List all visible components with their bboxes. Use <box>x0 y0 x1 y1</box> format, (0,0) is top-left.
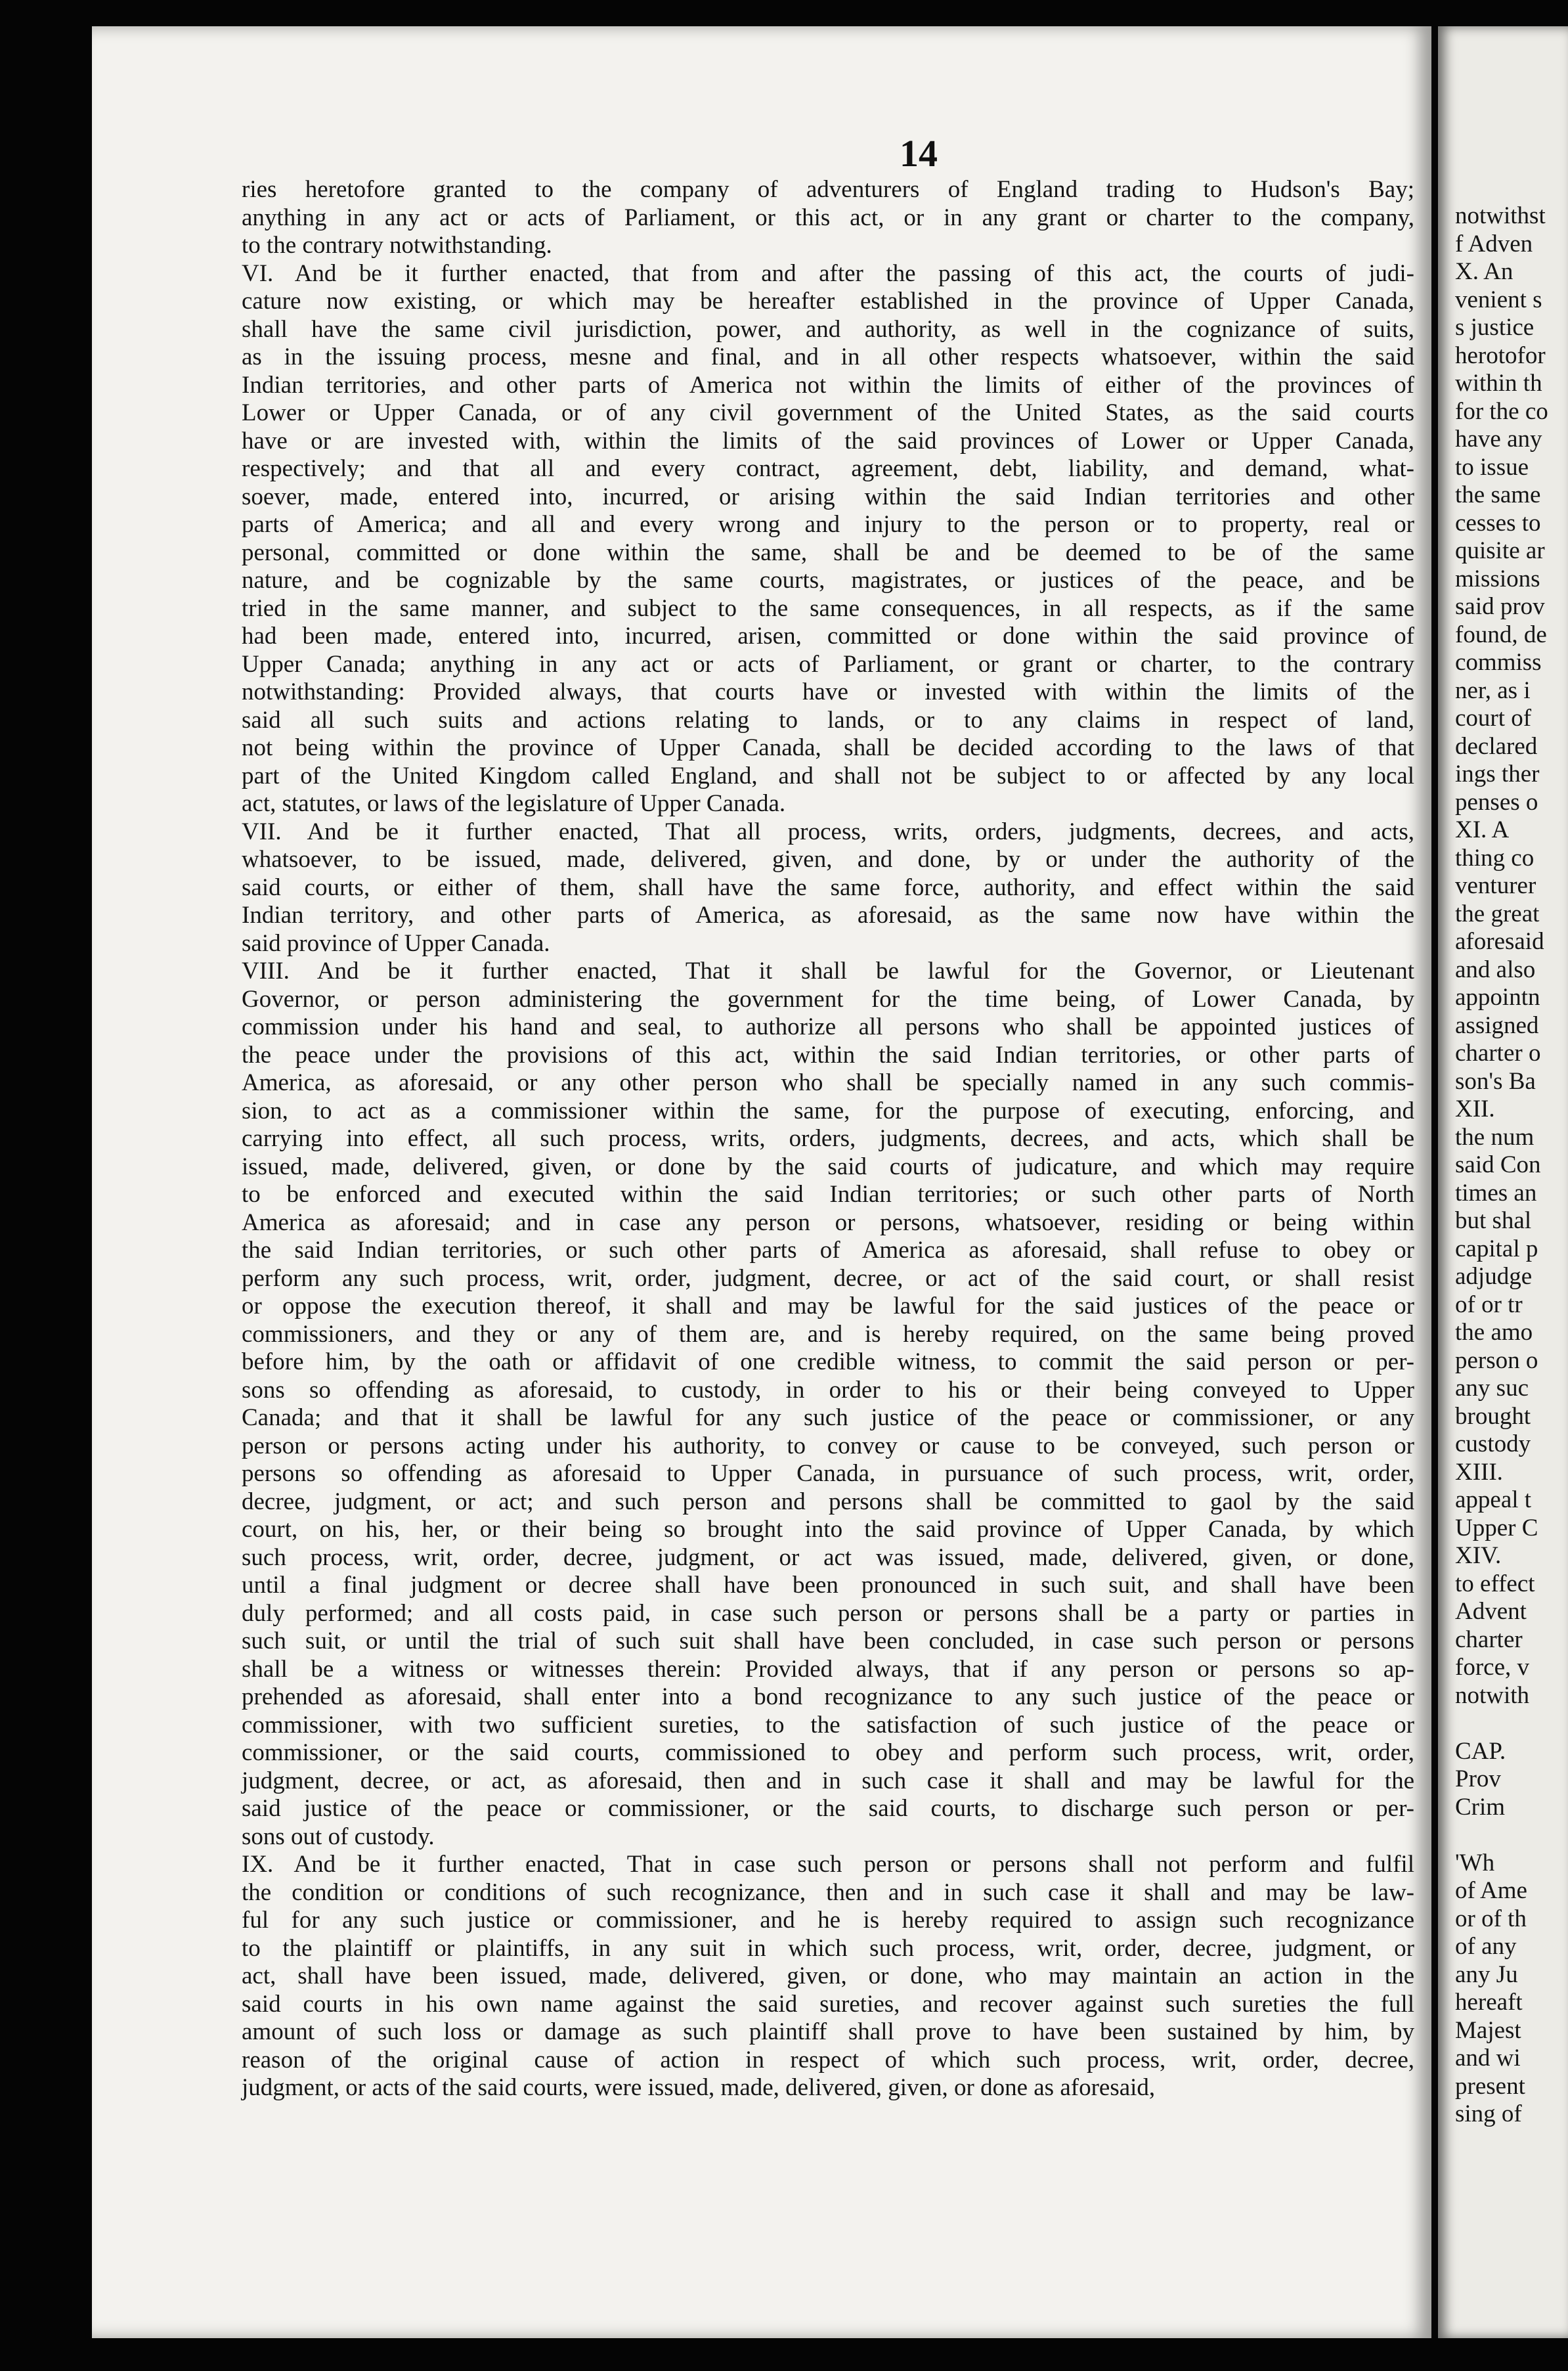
text-line: such suit, or until the trial of such suit shall have been concluded, in case such person or persons <box>242 1628 1414 1654</box>
text-line: duly performed; and all costs paid, in case such person or persons shall be a party or parties in <box>242 1599 1414 1627</box>
adjacent-text-line: CAP. <box>1455 1737 1506 1765</box>
text-line: person or persons acting under his authority, to convey or cause to be conveyed, such person or <box>242 1432 1414 1459</box>
text-line: act, statutes, or laws of the legislature of Upper Canada. <box>242 790 786 817</box>
text-line: soever, made, entered into, incurred, or arising within the said Indian territories and other <box>242 483 1414 510</box>
adjacent-text-line: ings ther <box>1455 761 1540 787</box>
adjacent-text-line: thing co <box>1455 844 1535 872</box>
adjacent-text-line: any suc <box>1455 1375 1529 1402</box>
text-line: the peace under the provisions of this act, within the said Indian territories, or other parts of <box>242 1041 1414 1069</box>
adjacent-text-line: s justice <box>1455 314 1535 341</box>
adjacent-page-edge <box>1438 26 1568 2338</box>
text-line: Indian territory, and other parts of America, as aforesaid, as the same now have within the <box>242 902 1414 929</box>
text-line: judgment, or acts of the said courts, were issued, made, delivered, given, or done as aforesaid, <box>242 2074 1156 2101</box>
text-line: said courts, or either of them, shall have the same force, authority, and effect within the said <box>242 874 1414 901</box>
adjacent-text-line: son's Ba <box>1455 1067 1536 1095</box>
text-line: amount of such loss or damage as such plaintiff shall prove to have been sustained by him, by <box>242 2018 1414 2045</box>
text-line: notwithstanding: Provided always, that courts have or invested with within the limits of the <box>242 678 1414 705</box>
text-line: or oppose the execution thereof, it shall and may be lawful for the said justices of the peace or <box>242 1293 1414 1319</box>
text-line: such process, writ, order, decree, judgment, or act was issued, made, delivered, given, or done, <box>242 1543 1414 1571</box>
adjacent-text-line: missions <box>1455 565 1540 592</box>
text-line: said all such suits and actions relating to lands, or to any claims in respect of land, <box>242 706 1414 734</box>
adjacent-text-line: quisite ar <box>1455 537 1545 564</box>
adjacent-text-line: penses o <box>1455 788 1538 816</box>
text-line: VI. And be it further enacted, that from and after the passing of this act, the courts of judi- <box>242 259 1414 287</box>
adjacent-text-line: appeal t <box>1455 1486 1532 1513</box>
adjacent-text-line: cesses to <box>1455 509 1541 537</box>
adjacent-text-line: said prov <box>1455 593 1545 620</box>
adjacent-text-line: Advent <box>1455 1598 1527 1625</box>
adjacent-text-line: custody <box>1455 1430 1531 1457</box>
text-line: whatsoever, to be issued, made, delivered, given, and done, by or under the authority of the <box>242 846 1414 873</box>
adjacent-text-line: XIV. <box>1455 1542 1502 1569</box>
page-body-text <box>242 176 1414 2102</box>
text-line: VIII. And be it further enacted, That it shall be lawful for the Governor, or Lieutenant <box>242 958 1414 985</box>
adjacent-text-line: declared <box>1455 732 1538 760</box>
text-line: Upper Canada; anything in any act or acts of Parliament, or grant or charter, to the contrary <box>242 650 1414 678</box>
adjacent-text-line: X. An <box>1455 258 1514 285</box>
adjacent-text-line: of Ame <box>1455 1877 1527 1904</box>
adjacent-text-line: any Ju <box>1455 1961 1518 1988</box>
adjacent-text-line: herotofor <box>1455 342 1546 369</box>
adjacent-text-line <box>1455 1710 1548 1738</box>
text-line: Lower or Upper Canada, or of any civil government of the United States, as the said courts <box>242 399 1414 426</box>
text-line: issued, made, delivered, given, or done by the said courts of judicature, and which may require <box>242 1153 1414 1180</box>
adjacent-text-line <box>1455 1821 1548 1850</box>
adjacent-text-line: Upper C <box>1455 1514 1538 1541</box>
adjacent-text-line: XII. <box>1455 1096 1495 1122</box>
adjacent-text-line: aforesaid <box>1455 928 1544 955</box>
adjacent-text-line: force, v <box>1455 1654 1529 1681</box>
adjacent-text-line: 'Wh <box>1455 1849 1495 1876</box>
text-line: reason of the original cause of action in respect of which such process, writ, order, decree, <box>242 2046 1414 2073</box>
text-line: parts of America; and all and every wrong and injury to the person or to property, real or <box>242 511 1414 538</box>
text-line: carrying into effect, all such process, writs, orders, judgments, decrees, and acts, which shall be <box>242 1125 1414 1152</box>
text-line: to the contrary notwithstanding. <box>242 232 552 259</box>
text-line: court, on his, her, or their being so brought into the said province of Upper Canada, by which <box>242 1516 1414 1543</box>
text-line: nature, and be cognizable by the same courts, magistrates, or justices of the peace, and be <box>242 567 1414 594</box>
text-line: personal, committed or done within the same, shall be and be deemed to be of the same <box>242 539 1414 566</box>
text-line: persons so offending as aforesaid to Upper Canada, in pursuance of such process, writ, order, <box>242 1460 1414 1487</box>
adjacent-text-line: sing of <box>1455 2100 1522 2127</box>
adjacent-text-line: charter o <box>1455 1040 1541 1067</box>
adjacent-text-line: of or tr <box>1455 1291 1523 1318</box>
text-line: America as aforesaid; and in case any person or persons, whatsoever, residing or being within <box>242 1208 1414 1236</box>
adjacent-text-line: the same <box>1455 481 1541 508</box>
text-line: before him, by the oath or affidavit of one credible witness, to commit the said person or per- <box>242 1348 1414 1375</box>
adjacent-text-line: for the co <box>1455 397 1548 425</box>
text-line: tried in the same manner, and subject to the same consequences, in all respects, as if the same <box>242 594 1414 622</box>
text-line: shall be a witness or witnesses therein: Provided always, that if any person or persons so ap- <box>242 1655 1414 1683</box>
adjacent-text-line: venient s <box>1455 286 1542 313</box>
text-line: commissioner, or the said courts, commissioned to obey and perform such process, writ, order, <box>242 1739 1414 1766</box>
text-line: act, shall have been issued, made, delivered, given, or done, who may maintain an action in the <box>242 1962 1414 1989</box>
adjacent-text-line: of any <box>1455 1933 1517 1960</box>
text-line: ful for any such justice or commissioner, and he is hereby required to assign such recognizance <box>242 1907 1414 1934</box>
adjacent-text-line: times an <box>1455 1179 1537 1207</box>
text-line: perform any such process, writ, order, judgment, decree, or act of the said court, or shall resist <box>242 1264 1414 1292</box>
text-line: shall have the same civil jurisdiction, power, and authority, as well in the cognizance of suits, <box>242 315 1414 343</box>
adjacent-text-line: appointn <box>1455 984 1540 1011</box>
adjacent-text-line: Crim <box>1455 1793 1506 1821</box>
adjacent-text-line: and also <box>1455 956 1536 983</box>
adjacent-text-line: venturer <box>1455 872 1536 899</box>
adjacent-text-line: Majest <box>1455 2016 1521 2044</box>
adjacent-text-line: the num <box>1455 1123 1535 1151</box>
text-line: as in the issuing process, mesne and final, and in all other respects whatsoever, within the said <box>242 343 1414 370</box>
adjacent-text-line: but shal <box>1455 1207 1532 1234</box>
text-line: IX. And be it further enacted, That in case such person or persons shall not perform and fulfil <box>242 1851 1414 1878</box>
text-line: said courts in his own name against the said sureties, and recover against such sureties the full <box>242 1990 1414 2018</box>
adjacent-text-line: adjudge <box>1455 1263 1533 1290</box>
adjacent-text-line: Prov <box>1455 1765 1501 1792</box>
text-line: until a final judgment or decree shall have been pronounced in such suit, and shall have been <box>242 1572 1414 1599</box>
text-line: the said Indian territories, or such other parts of America as aforesaid, shall refuse to obey or <box>242 1237 1414 1264</box>
text-line: said province of Upper Canada. <box>242 929 550 957</box>
text-line: VII. And be it further enacted, That all process, writs, orders, judgments, decrees, and acts, <box>242 818 1414 845</box>
adjacent-text-line: have any <box>1455 426 1542 453</box>
text-line: not being within the province of Upper Canada, shall be decided according to the laws of that <box>242 734 1414 761</box>
text-line: commissioner, with two sufficient sureties, to the satisfaction of such justice of the peace or <box>242 1711 1414 1739</box>
adjacent-text-line: brought <box>1455 1402 1531 1430</box>
text-line: respectively; and that all and every contract, agreement, debt, liability, and demand, what- <box>242 455 1414 482</box>
adjacent-text-line: commiss <box>1455 649 1542 676</box>
adjacent-text-line: hereaft <box>1455 1989 1523 2016</box>
text-line: had been made, entered into, incurred, arisen, committed or done within the said province of <box>242 623 1414 650</box>
adjacent-text-line: XIII. <box>1455 1458 1503 1486</box>
text-line: anything in any act or acts of Parliament, or this act, or in any grant or charter to the company, <box>242 204 1414 231</box>
text-line: judgment, decree, or act, as aforesaid, then and in such case it shall and may be lawful for the <box>242 1767 1414 1794</box>
text-line: America, as aforesaid, or any other person who shall be specially named in any such commis- <box>242 1069 1414 1096</box>
text-line: ries heretofore granted to the company of adventurers of England trading to Hudson's Bay; <box>242 176 1414 203</box>
adjacent-page-text <box>1455 202 1548 2129</box>
text-line: said justice of the peace or commissioner, or the said courts, to discharge such person or per- <box>242 1795 1414 1822</box>
adjacent-text-line: XI. A <box>1455 816 1510 843</box>
text-line: sons out of custody. <box>242 1823 435 1850</box>
text-line: the condition or conditions of such recognizance, then and in such case it shall and may be law- <box>242 1878 1414 1906</box>
adjacent-text-line: capital p <box>1455 1235 1538 1262</box>
text-line: to the plaintiff or plaintiffs, in any suit in which such process, writ, order, decree, judgment, or <box>242 1934 1414 1962</box>
adjacent-text-line: the great <box>1455 900 1540 927</box>
adjacent-text-line: said Con <box>1455 1151 1541 1178</box>
adjacent-text-line: the amo <box>1455 1319 1533 1346</box>
text-line: Indian territories, and other parts of America not within the limits of either of the provinces of <box>242 371 1414 399</box>
text-line: to be enforced and executed within the said Indian territories; or such other parts of North <box>242 1181 1414 1208</box>
text-line: part of the United Kingdom called England, and shall not be subject to or affected by any local <box>242 762 1414 789</box>
text-line: sons so offending as aforesaid, to custody, in order to his or their being conveyed to Upper <box>242 1376 1414 1404</box>
text-line: prehended as aforesaid, shall enter into a bond recognizance to any such justice of the peace or <box>242 1683 1414 1710</box>
text-line: Governor, or person administering the government for the time being, of Lower Canada, by <box>242 985 1414 1013</box>
adjacent-text-line: present <box>1455 2072 1525 2100</box>
text-line: commission under his hand and seal, to authorize all persons who shall be appointed justices of <box>242 1013 1414 1040</box>
text-line: commissioners, and they or any of them are, and is hereby required, on the same being proved <box>242 1320 1414 1348</box>
adjacent-text-line: to effect <box>1455 1570 1535 1597</box>
adjacent-text-line: assigned <box>1455 1011 1539 1039</box>
adjacent-text-line: f Adven <box>1455 230 1533 257</box>
adjacent-text-line: notwith <box>1455 1681 1530 1709</box>
adjacent-text-line: to issue <box>1455 453 1529 481</box>
adjacent-text-line: person o <box>1455 1346 1538 1374</box>
text-line: have or are invested with, within the limits of the said provinces of Lower or Upper Canada, <box>242 427 1414 454</box>
adjacent-text-line: and wi <box>1455 2045 1521 2072</box>
text-line: cature now existing, or which may be hereafter established in the province of Upper Canada, <box>242 288 1414 315</box>
text-line: sion, to act as a commissioner within the same, for the purpose of executing, enforcing, and <box>242 1097 1414 1124</box>
adjacent-text-line: within th <box>1455 370 1542 397</box>
text-line: Canada; and that it shall be lawful for any such justice of the peace or commissioner, or any <box>242 1404 1414 1431</box>
adjacent-text-line: notwithst <box>1455 202 1546 229</box>
adjacent-text-line: ner, as i <box>1455 676 1531 704</box>
adjacent-text-line: court of <box>1455 705 1532 732</box>
adjacent-text-line: found, de <box>1455 621 1547 648</box>
text-line: decree, judgment, or act; and such person and persons shall be committed to gaol by the said <box>242 1488 1414 1515</box>
page-number: 14 <box>900 132 938 175</box>
adjacent-text-line: charter <box>1455 1626 1523 1653</box>
adjacent-text-line: or of th <box>1455 1905 1527 1932</box>
